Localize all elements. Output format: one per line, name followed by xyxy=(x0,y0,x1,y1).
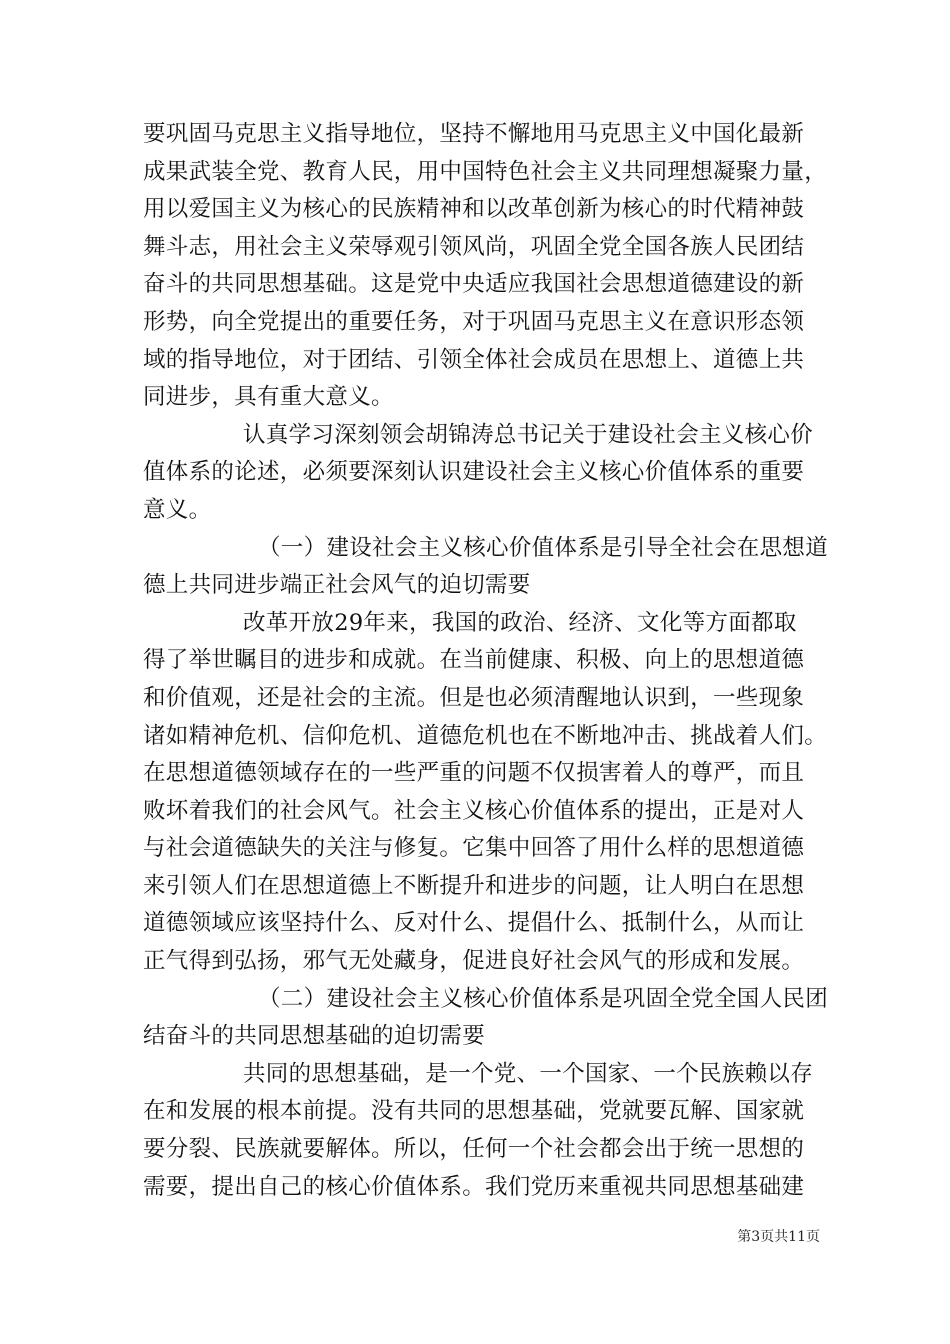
text-line: 来引领人们在思想道德上不断提升和进步的问题，让人明白在思想 xyxy=(143,872,805,899)
text-line: 要分裂、民族就要解体。所以，任何一个社会都会出于统一思想的 xyxy=(143,1136,805,1163)
paragraph-first-line: 共同的思想基础，是一个党、一个国家、一个民族赖以存 xyxy=(243,1060,814,1087)
text-line: 在和发展的根本前提。没有共同的思想基础，党就要瓦解、国家就 xyxy=(143,1098,805,1125)
text-line: 奋斗的共同思想基础。这是党中央适应我国社会思想道德建设的新 xyxy=(143,271,805,298)
text-line: 舞斗志，用社会主义荣辱观引领风尚，巩固全党全国各族人民团结 xyxy=(143,233,805,260)
text-line: 要巩固马克思主义指导地位，坚持不懈地用马克思主义中国化最新 xyxy=(143,121,805,147)
document-body xyxy=(143,116,829,1206)
text-line: 和价值观，还是社会的主流。但是也必须清醒地认识到，一些现象 xyxy=(143,684,805,711)
section-heading-continued: 结奋斗的共同思想基础的迫切需要 xyxy=(143,1023,486,1050)
text-line: 与社会道德缺失的关注与修复。它集中回答了用什么样的思想道德 xyxy=(143,835,805,862)
paragraph-first-line: 认真学习深刻领会胡锦涛总书记关于建设社会主义核心价 xyxy=(243,421,814,448)
page-number-footer: 第3页共11页 xyxy=(737,1229,820,1245)
text-line: 诸如精神危机、信仰危机、道德危机也在不断地冲击、挑战着人们。 xyxy=(143,722,828,749)
text-line: 成果武装全党、教育人民，用中国特色社会主义共同理想凝聚力量， xyxy=(143,158,828,185)
text-line: 域的指导地位，对于团结、引领全体社会成员在思想上、道德上共 xyxy=(143,346,805,373)
text-line: 败坏着我们的社会风气。社会主义核心价值体系的提出，正是对人 xyxy=(143,797,805,824)
text-line: 得了举世瞩目的进步和成就。在当前健康、积极、向上的思想道德 xyxy=(143,647,805,674)
text-line: 同进步，具有重大意义。 xyxy=(143,384,394,411)
text-line: 正气得到弘扬，邪气无处藏身，促进良好社会风气的形成和发展。 xyxy=(143,948,805,975)
text-line: 在思想道德领域存在的一些严重的问题不仅损害着人的尊严，而且 xyxy=(143,760,805,787)
text-line: 形势，向全党提出的重要任务，对于巩固马克思主义在意识形态领 xyxy=(143,308,805,335)
section-heading-continued: 德上共同进步端正社会风气的迫切需要 xyxy=(143,572,531,599)
text-line: 需要，提出自己的核心价值体系。我们党历来重视共同思想基础建 xyxy=(143,1173,805,1200)
section-heading: （一）建设社会主义核心价值体系是引导全社会在思想道 xyxy=(258,534,829,561)
section-heading: （二）建设社会主义核心价值体系是巩固全党全国人民团 xyxy=(258,985,829,1012)
text-line: 用以爱国主义为核心的民族精神和以改革创新为核心的时代精神鼓 xyxy=(143,196,805,223)
paragraph-first-line: 改革开放29年来，我国的政治、经济、文化等方面都取 xyxy=(243,609,797,636)
text-line: 值体系的论述，必须要深刻认识建设社会主义核心价值体系的重要 xyxy=(143,459,805,486)
text-line: 道德领域应该坚持什么、反对什么、提倡什么、抵制什么，从而让 xyxy=(143,910,805,937)
text-line: 意义。 xyxy=(143,496,212,523)
